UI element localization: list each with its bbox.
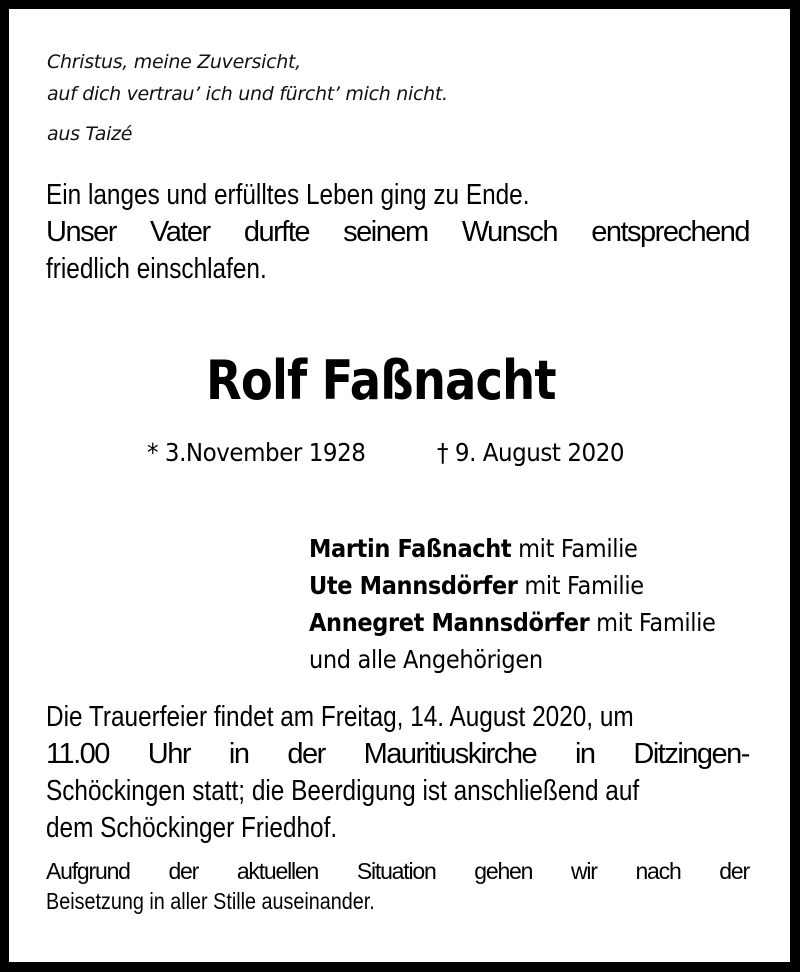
mourner-3 — [309, 604, 716, 641]
mourner-1 — [309, 530, 637, 567]
mourner-name: Annegret Mannsdörfer — [309, 608, 590, 637]
birth-date: * 3.November 1928 — [147, 438, 366, 467]
death-date: † 9. August 2020 — [437, 438, 625, 467]
word: in — [574, 738, 595, 770]
mourner-suffix: mit Familie — [517, 571, 644, 600]
word: wir — [570, 858, 597, 884]
mourner-suffix: und alle Angehörigen — [309, 645, 543, 674]
word: gehen — [474, 858, 533, 884]
note-line-1 — [46, 858, 749, 885]
motto-source: aus Taizé — [47, 123, 133, 145]
word: Wunsch — [461, 216, 558, 248]
word: Ditzingen- — [633, 738, 749, 770]
mourner-name: Ute Mannsdörfer — [309, 571, 518, 600]
word: der — [168, 858, 199, 884]
funeral-line-1: Die Trauerfeier findet am Freitag, 14. August 2020, um — [46, 701, 634, 733]
intro-line-3: friedlich einschlafen. — [46, 253, 267, 285]
word: Aufgrund — [46, 858, 130, 884]
motto-line-1: Christus, meine Zuversicht, — [47, 51, 301, 73]
word: 11.00 — [46, 738, 109, 770]
mourner-2 — [309, 567, 644, 604]
mourner-suffix: mit Familie — [511, 534, 638, 563]
intro-line-2 — [46, 216, 749, 249]
funeral-line-3: Schöckingen statt; die Beerdigung ist anschließend auf — [46, 775, 640, 807]
word: Unser — [46, 216, 116, 248]
deceased-name: Rolf Faßnacht — [206, 349, 556, 412]
note-line-2: Beisetzung in aller Stille auseinander. — [46, 888, 375, 914]
word: der — [287, 738, 325, 770]
mourner-name: Martin Faßnacht — [309, 534, 512, 563]
word: durfte — [243, 216, 310, 248]
word: Vater — [150, 216, 210, 248]
word: in — [228, 738, 249, 770]
word: entsprechend — [591, 216, 749, 248]
word: Situation — [356, 858, 436, 884]
word: nach — [635, 858, 681, 884]
mourner-suffix: mit Familie — [589, 608, 716, 637]
word: Uhr — [147, 738, 191, 770]
mourner-4 — [309, 641, 543, 678]
word: aktuellen — [236, 858, 319, 884]
word: Mauritiuskirche — [363, 738, 537, 770]
obituary-notice — [9, 9, 790, 962]
funeral-line-2 — [46, 738, 749, 771]
intro-line-1: Ein langes und erfülltes Leben ging zu Ende. — [46, 179, 530, 211]
word: der — [719, 858, 749, 884]
word: seinem — [343, 216, 428, 248]
funeral-line-4: dem Schöckinger Friedhof. — [46, 812, 338, 844]
motto-line-2: auf dich vertrau’ ich und fürcht’ mich nicht. — [47, 83, 448, 105]
